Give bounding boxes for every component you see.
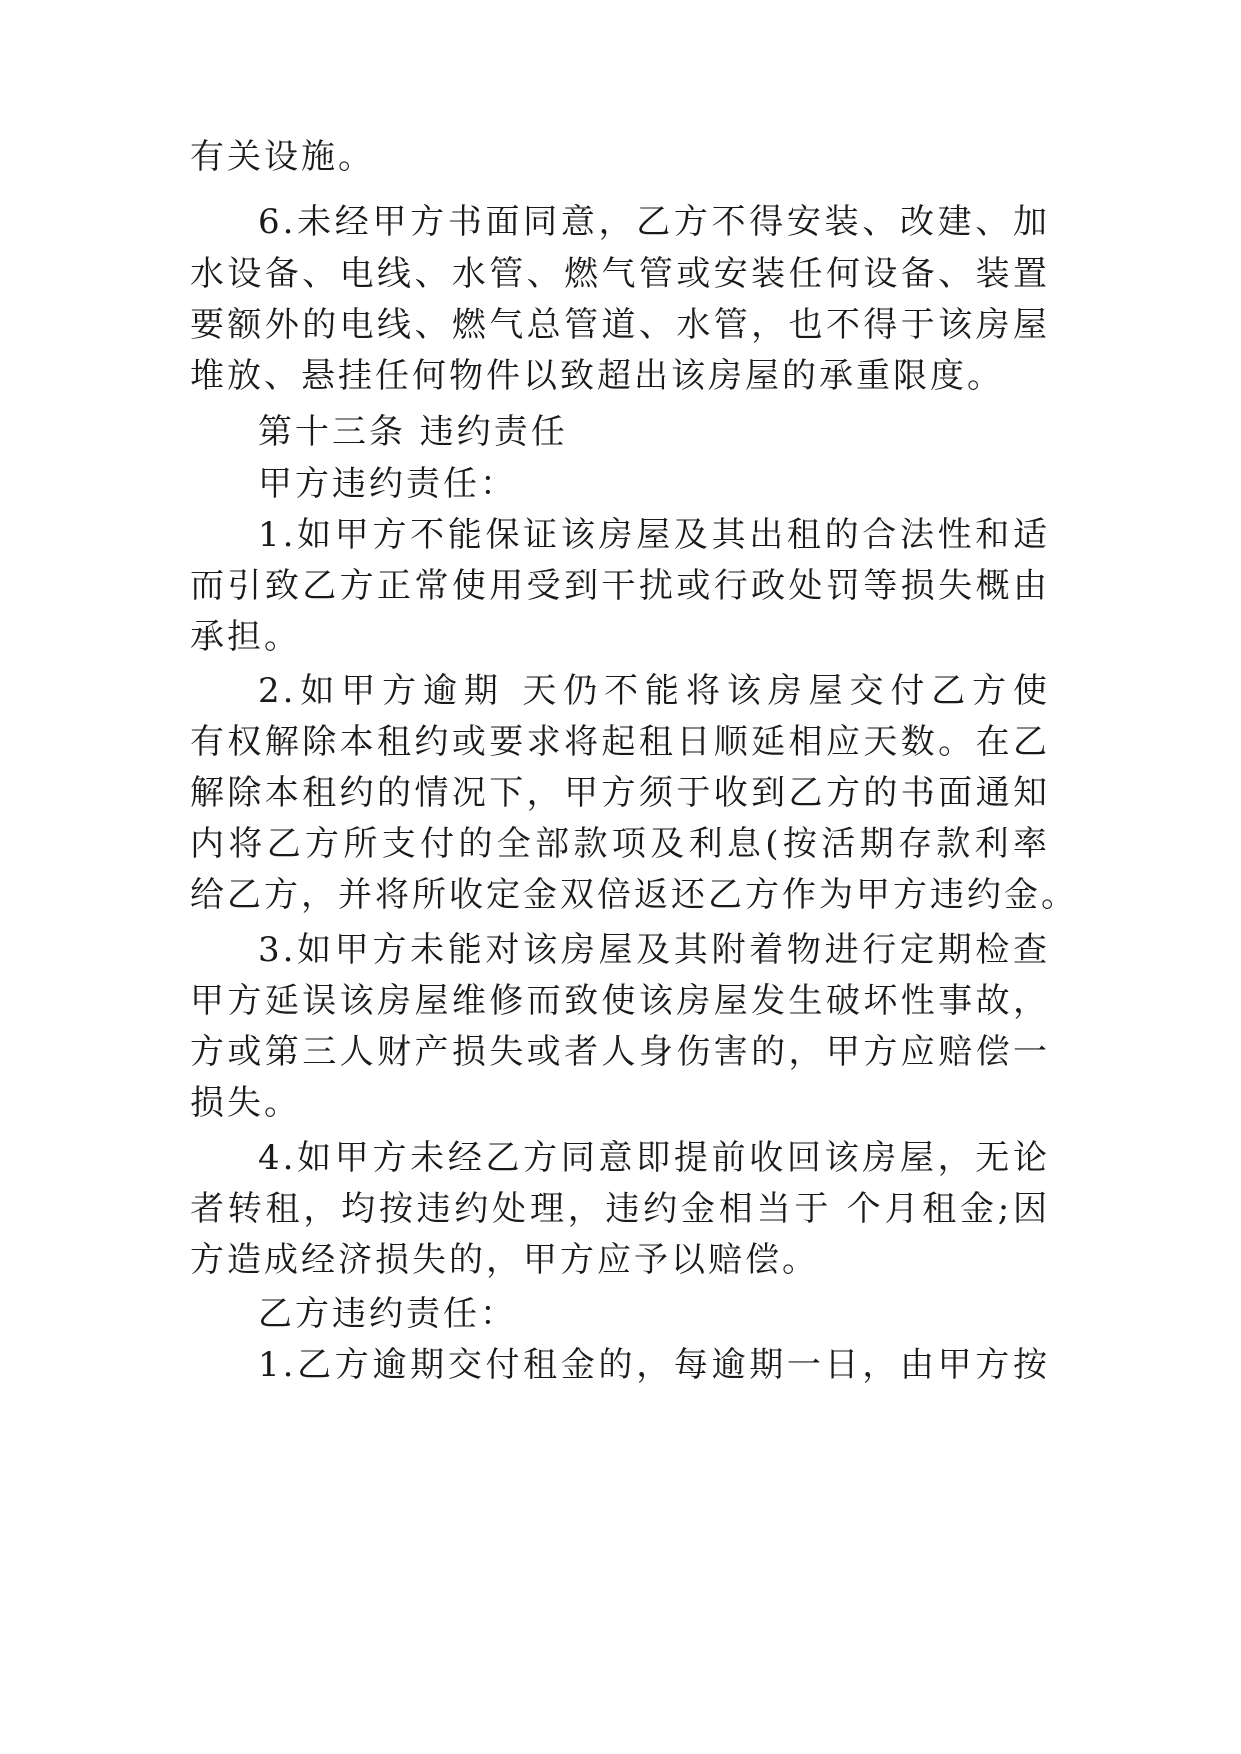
text-line: 甲方延误该房屋维修而致使该房屋发生破坏性事故， — [190, 981, 1050, 1021]
text-line: 6.未经甲方书面同意，乙方不得安装、改建、加 — [258, 202, 1050, 242]
text-line: 第十三条 违约责任 — [258, 412, 568, 452]
text-line: 而引致乙方正常使用受到干扰或行政处罚等损失概由 — [190, 566, 1050, 606]
text-line: 4.如甲方未经乙方同意即提前收回该房屋，无论 — [258, 1138, 1050, 1178]
text-line: 甲方违约责任： — [258, 464, 517, 504]
text-line: 2.如甲方逾期 天仍不能将该房屋交付乙方使 — [258, 671, 1050, 711]
text-line: 方或第三人财产损失或者人身伤害的，甲方应赔偿一 — [190, 1032, 1050, 1072]
text-line: 方造成经济损失的，甲方应予以赔偿。 — [190, 1240, 819, 1280]
text-line: 3.如甲方未能对该房屋及其附着物进行定期检查 — [258, 930, 1050, 970]
text-line: 1.如甲方不能保证该房屋及其出租的合法性和适 — [258, 515, 1050, 555]
text-line: 承担。 — [190, 617, 301, 657]
text-line: 要额外的电线、燃气总管道、水管，也不得于该房屋 — [190, 305, 1050, 345]
text-line: 给乙方，并将所收定金双倍返还乙方作为甲方违约金。 — [190, 875, 1078, 915]
text-line: 有权解除本租约或要求将起租日顺延相应天数。在乙 — [190, 722, 1050, 762]
text-line: 水设备、电线、水管、燃气管或安装任何设备、装置 — [190, 254, 1050, 294]
text-line: 损失。 — [190, 1083, 301, 1123]
text-line: 解除本租约的情况下，甲方须于收到乙方的书面通知 — [190, 773, 1050, 813]
text-line: 内将乙方所支付的全部款项及利息(按活期存款利率 — [190, 824, 1050, 864]
text-line: 乙方违约责任： — [258, 1294, 517, 1334]
text-line: 堆放、悬挂任何物件以致超出该房屋的承重限度。 — [190, 356, 1004, 396]
text-line: 1.乙方逾期交付租金的，每逾期一日，由甲方按 — [258, 1345, 1050, 1385]
text-line: 有关设施。 — [190, 137, 375, 177]
text-line: 者转租，均按违约处理，违约金相当于 个月租金;因 — [190, 1189, 1050, 1229]
